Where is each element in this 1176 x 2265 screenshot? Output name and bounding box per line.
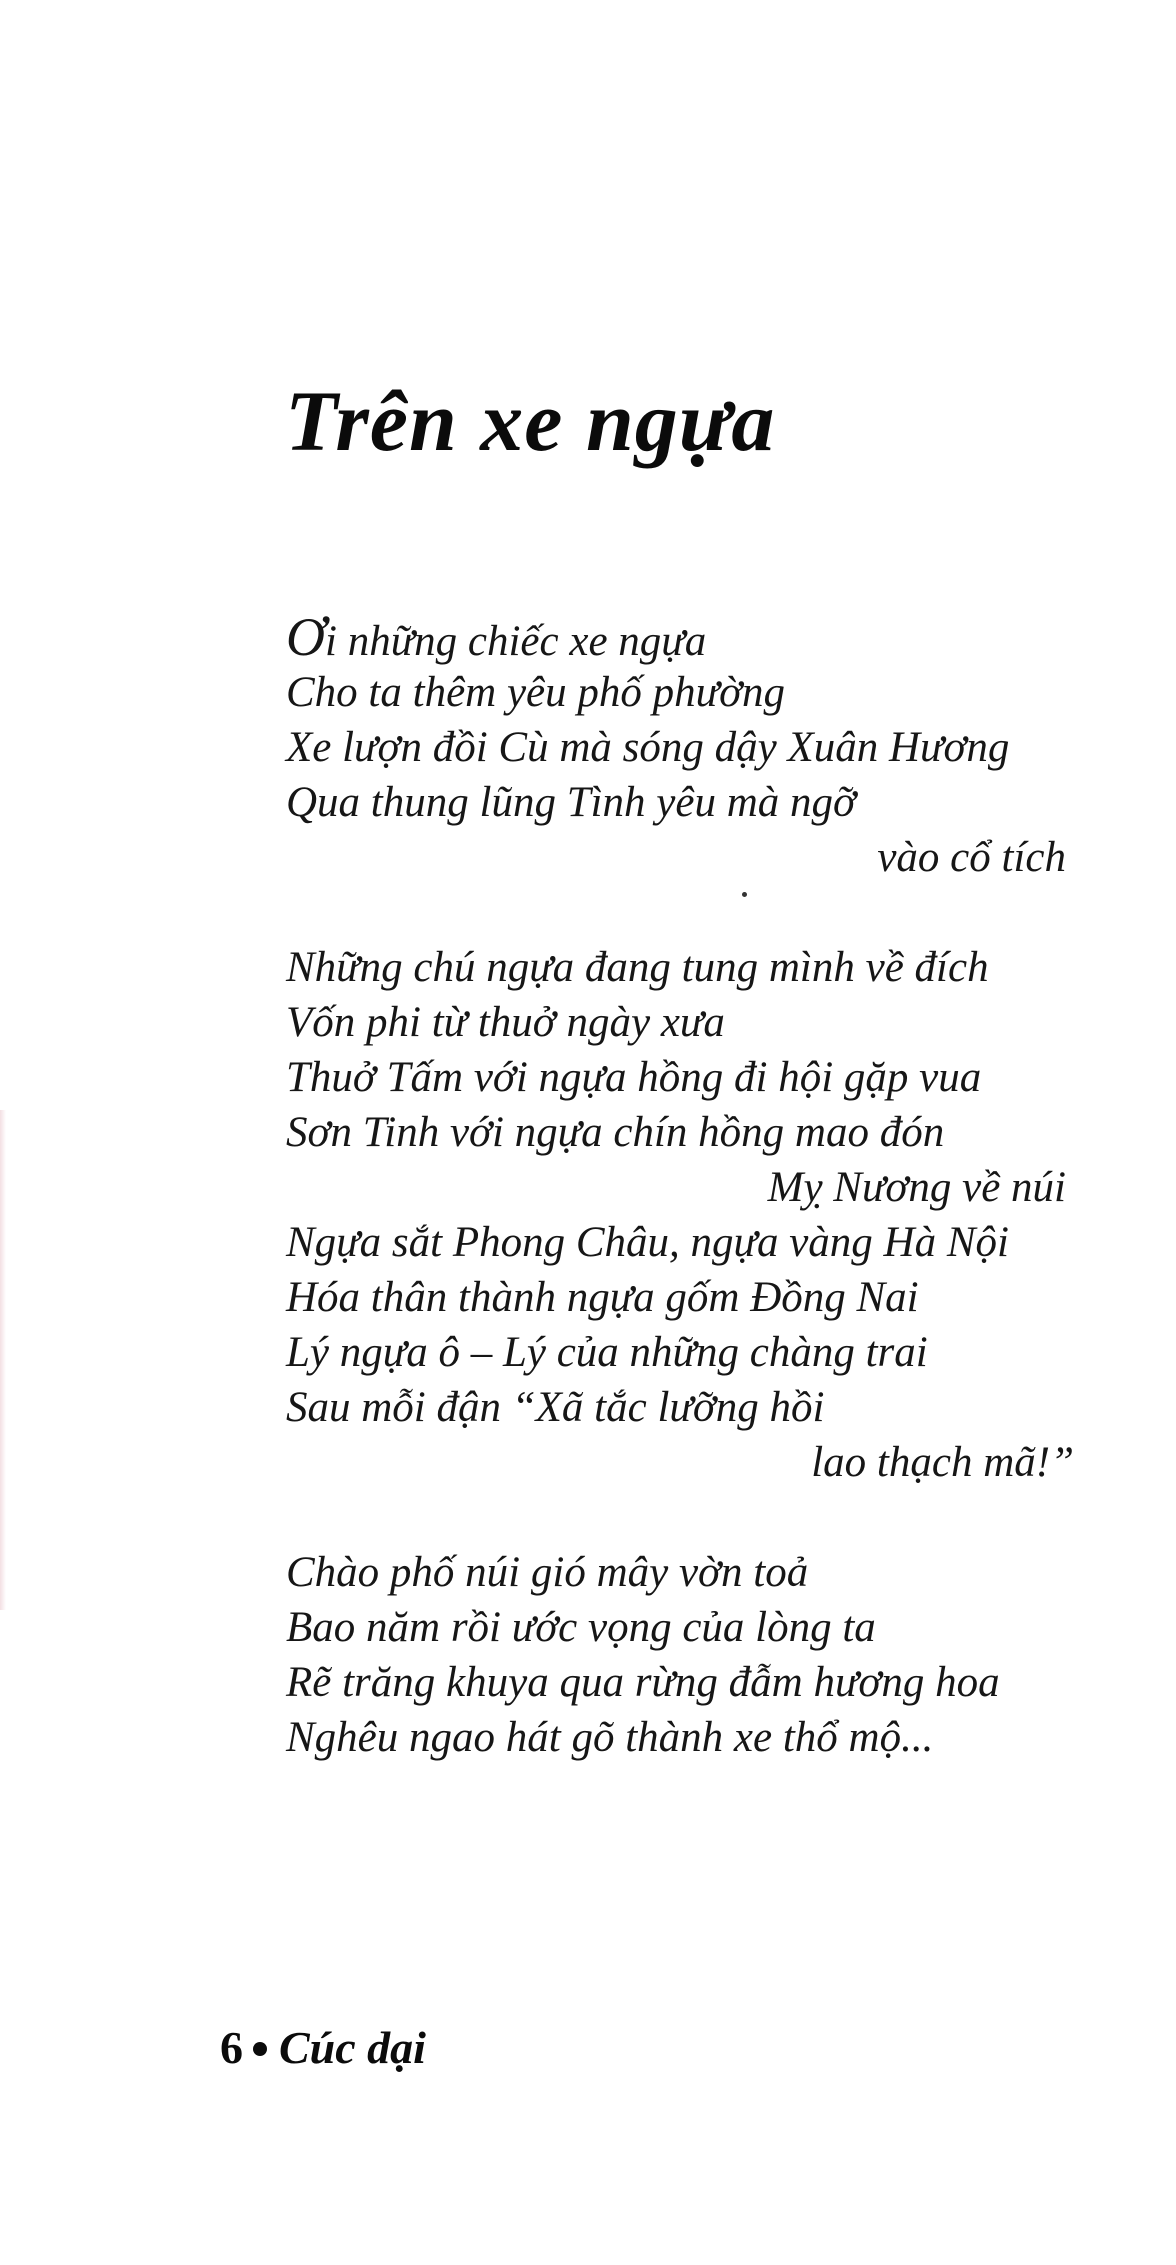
poem-line: Thuở Tấm với ngựa hồng đi hội gặp vua xyxy=(286,1054,982,1101)
stanza-3 xyxy=(286,1545,1086,1765)
poem-line: Lý ngựa ô – Lý của những chàng trai xyxy=(286,1329,928,1376)
poem-line: Nghêu ngao hát gõ thành xe thổ mộ... xyxy=(286,1714,934,1761)
poem-line-continuation: vào cổ tích xyxy=(877,834,1066,881)
poem-title: Trên xe ngựa xyxy=(285,373,776,469)
poem-line: Chào phố núi gió mây vờn toả xyxy=(286,1549,809,1596)
page-number: 6 xyxy=(220,2022,243,2073)
poem-line: Qua thung lũng Tình yêu mà ngỡ xyxy=(286,779,856,826)
poem-line-continuation: Mỵ Nương về núi xyxy=(767,1164,1066,1211)
first-line-text: i những chiếc xe ngựa xyxy=(325,618,707,665)
bullet-icon xyxy=(253,2042,267,2056)
poem-line: Bao năm rồi ước vọng của lòng ta xyxy=(286,1604,876,1651)
poem-line: Sơn Tinh với ngựa chín hồng mao đón xyxy=(286,1109,945,1156)
poem-line: Cho ta thêm yêu phố phường xyxy=(286,669,786,716)
stanza-2 xyxy=(286,940,1086,1490)
poem-line: Rẽ trăng khuya qua rừng đẫm hương hoa xyxy=(286,1659,1000,1706)
poem-line: Ngựa sắt Phong Châu, ngựa vàng Hà Nội xyxy=(286,1219,1009,1266)
poem-line: Xe lượn đồi Cù mà sóng dậy Xuân Hương xyxy=(286,724,1010,771)
poem-line: Những chú ngựa đang tung mình về đích xyxy=(286,944,989,991)
page-footer xyxy=(220,2022,426,2073)
page-edge-tint xyxy=(0,1110,6,1610)
stanza-1 xyxy=(286,607,1086,885)
poem-line xyxy=(286,607,1086,667)
poem-line: Sau mỗi đận “Xã tắc lưỡng hồi xyxy=(286,1384,825,1431)
poem-line-continuation: lao thạch mã!” xyxy=(811,1439,1074,1486)
poem-line: Hóa thân thành ngựa gốm Đồng Nai xyxy=(286,1274,919,1321)
poem-body xyxy=(286,607,1086,1765)
poem-line: Vốn phi từ thuở ngày xưa xyxy=(286,999,725,1046)
drop-cap: Ơ xyxy=(286,607,325,667)
book-title: Cúc dại xyxy=(279,2022,426,2073)
print-speck xyxy=(742,892,747,897)
